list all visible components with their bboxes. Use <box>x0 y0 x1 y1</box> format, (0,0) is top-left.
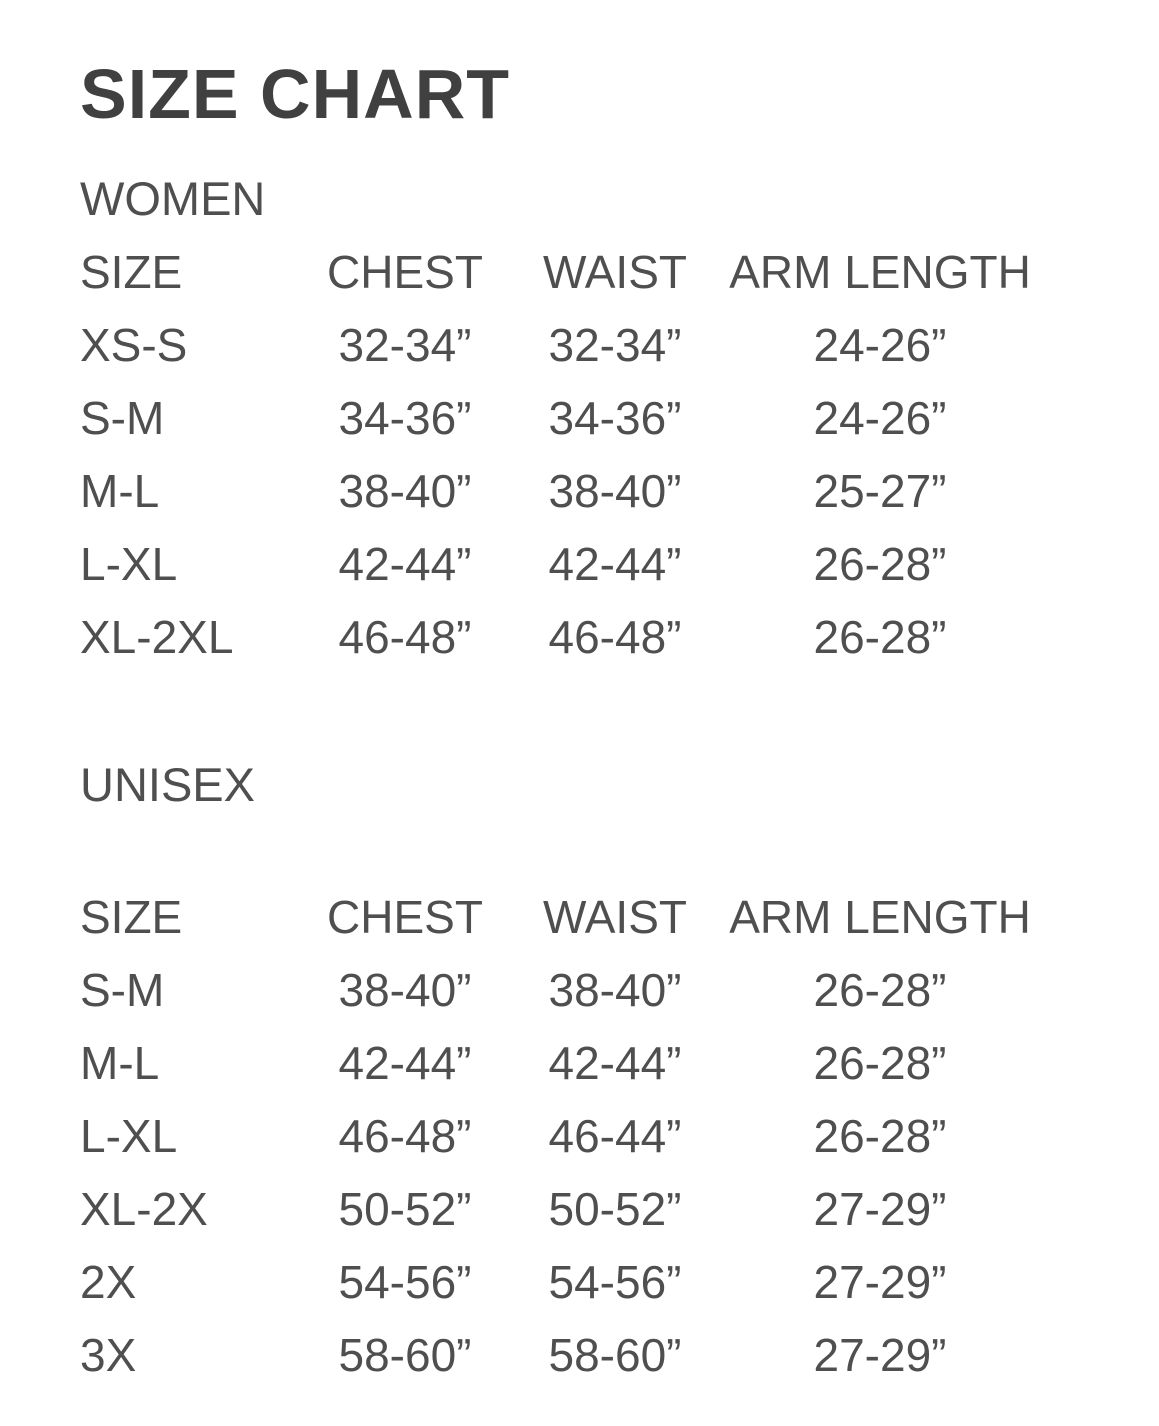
waist-cell: 38-40” <box>548 963 682 1016</box>
table-row <box>80 1026 1045 1099</box>
size-cell: XS-S <box>80 318 188 371</box>
chest-cell: 38-40” <box>338 963 472 1016</box>
women-header-row <box>80 235 1045 308</box>
chest-cell: 34-36” <box>338 391 472 444</box>
table-row <box>80 600 1045 673</box>
arm-length-cell: 27-29” <box>813 1328 947 1381</box>
waist-cell: 54-56” <box>548 1255 682 1308</box>
table-row <box>80 454 1045 527</box>
arm-length-cell: 26-28” <box>813 1036 947 1089</box>
table-row <box>80 1099 1045 1172</box>
column-header-size: SIZE <box>80 245 183 298</box>
chest-cell: 46-48” <box>338 1109 472 1162</box>
size-cell: 3X <box>80 1328 137 1381</box>
size-cell: S-M <box>80 391 165 444</box>
chest-cell: 42-44” <box>338 537 472 590</box>
column-header-arm-length: ARM LENGTH <box>729 245 1031 298</box>
arm-length-cell: 26-28” <box>813 537 947 590</box>
section-heading-unisex: UNISEX <box>80 758 255 811</box>
arm-length-cell: 24-26” <box>813 391 947 444</box>
arm-length-cell: 27-29” <box>813 1182 947 1235</box>
table-row <box>80 381 1045 454</box>
chest-cell: 38-40” <box>338 464 472 517</box>
column-header-size: SIZE <box>80 890 183 943</box>
arm-length-cell: 24-26” <box>813 318 947 371</box>
section-women <box>80 169 1119 673</box>
table-row <box>80 1245 1045 1318</box>
table-row <box>80 953 1045 1026</box>
size-cell: L-XL <box>80 1109 178 1162</box>
column-header-chest: CHEST <box>327 890 483 943</box>
table-row <box>80 527 1045 600</box>
arm-length-cell: 26-28” <box>813 610 947 663</box>
column-header-waist: WAIST <box>543 890 687 943</box>
column-header-arm-length: ARM LENGTH <box>729 890 1031 943</box>
section-heading-women: WOMEN <box>80 172 266 225</box>
page-title: SIZE CHART <box>80 55 510 133</box>
waist-cell: 42-44” <box>548 537 682 590</box>
table-row <box>80 308 1045 381</box>
women-size-table <box>80 235 1045 673</box>
table-row <box>80 1318 1045 1391</box>
waist-cell: 46-44” <box>548 1109 682 1162</box>
unisex-header-row <box>80 880 1045 953</box>
size-cell: 2X <box>80 1255 137 1308</box>
waist-cell: 32-34” <box>548 318 682 371</box>
size-cell: L-XL <box>80 537 178 590</box>
arm-length-cell: 26-28” <box>813 963 947 1016</box>
size-cell: M-L <box>80 1036 160 1089</box>
chest-cell: 32-34” <box>338 318 472 371</box>
waist-cell: 34-36” <box>548 391 682 444</box>
column-header-chest: CHEST <box>327 245 483 298</box>
arm-length-cell: 27-29” <box>813 1255 947 1308</box>
waist-cell: 42-44” <box>548 1036 682 1089</box>
unisex-size-table <box>80 880 1045 1391</box>
chest-cell: 42-44” <box>338 1036 472 1089</box>
waist-cell: 46-48” <box>548 610 682 663</box>
chest-cell: 50-52” <box>338 1182 472 1235</box>
arm-length-cell: 25-27” <box>813 464 947 517</box>
size-cell: S-M <box>80 963 165 1016</box>
chest-cell: 54-56” <box>338 1255 472 1308</box>
column-header-waist: WAIST <box>543 245 687 298</box>
waist-cell: 58-60” <box>548 1328 682 1381</box>
table-row <box>80 1172 1045 1245</box>
section-unisex <box>80 755 1119 1391</box>
waist-cell: 38-40” <box>548 464 682 517</box>
chest-cell: 58-60” <box>338 1328 472 1381</box>
size-cell: XL-2XL <box>80 610 234 663</box>
arm-length-cell: 26-28” <box>813 1109 947 1162</box>
size-cell: XL-2X <box>80 1182 208 1235</box>
chest-cell: 46-48” <box>338 610 472 663</box>
size-cell: M-L <box>80 464 160 517</box>
waist-cell: 50-52” <box>548 1182 682 1235</box>
